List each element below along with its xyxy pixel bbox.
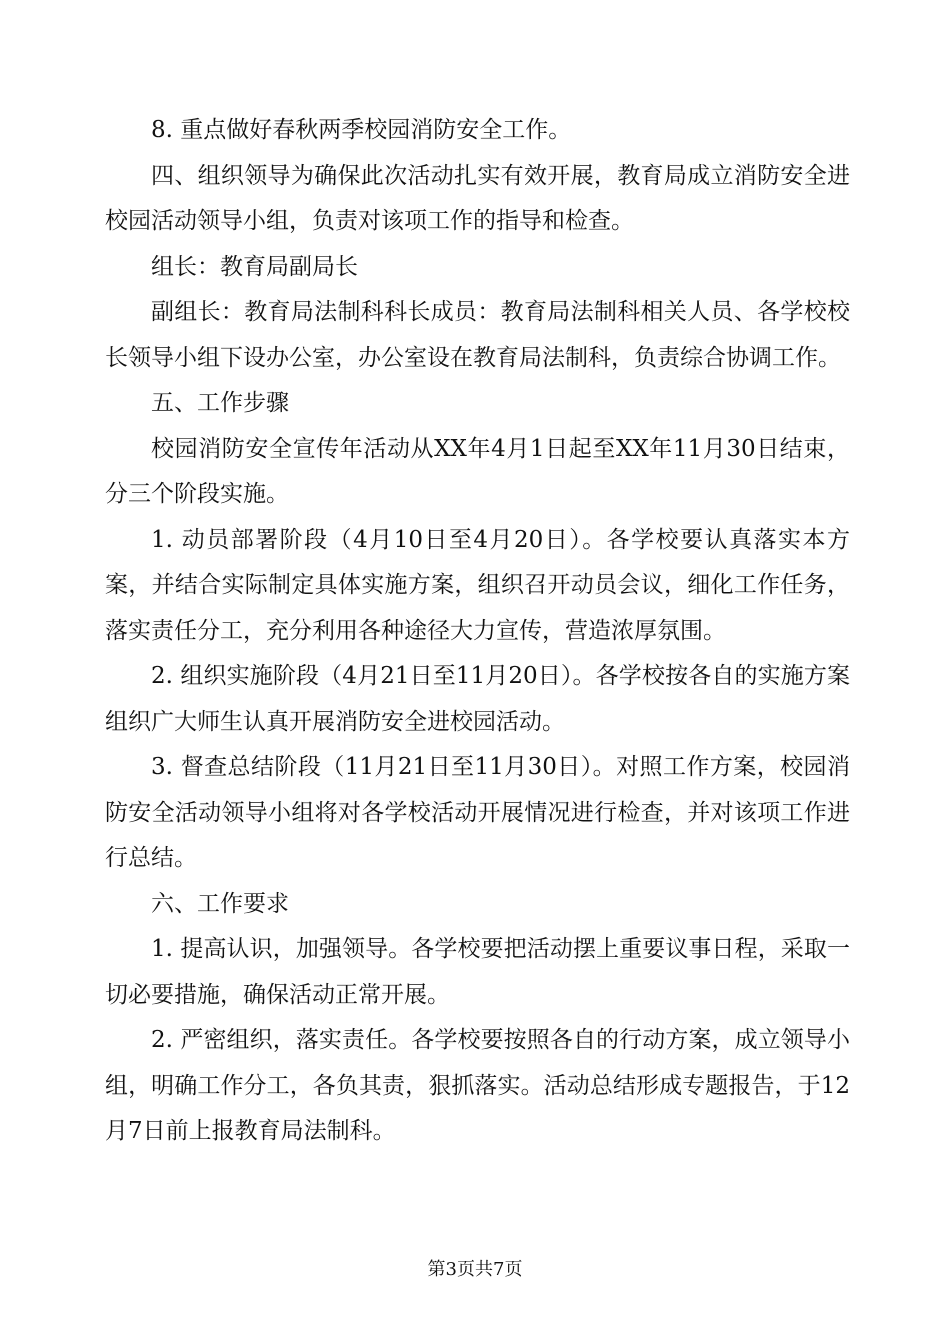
paragraph: 8. 重点做好春秋两季校园消防安全工作。 [151,117,572,143]
list-item: 3. 督查总结阶段（11月21日至11月30日）。对照工作方案，校园消防安全活动领导小组将对各学校活动开展情况进行检查，并对该项工作进行总结。 [105,754,850,871]
paragraph: 校园消防安全宣传年活动从XX年4月1日起至XX年11月30日结束，分三个阶段实施。 [105,435,850,507]
list-item: 1. 提高认识，加强领导。各学校要把活动摆上重要议事日程，采取一切必要措施，确保活动正常开展。 [105,936,850,1008]
paragraph: 组长：教育局副局长 [151,253,358,280]
page-number: 第3页共7页 [427,1259,523,1280]
list-item: 1. 动员部署阶段（4月10日至4月20日）。各学校要认真落实本方案，并结合实际制定具体实施方案，组织召开动员会议，细化工作任务，落实责任分工，充分利用各种途径大力宣传，营造浓厚氛围。 [105,526,850,644]
paragraph: 四、组织领导为确保此次活动扎实有效开展，教育局成立消防安全进校园活动领导小组，负责对该项工作的指导和检查。 [105,162,850,234]
paragraph: 副组长：教育局法制科科长成员：教育局法制科相关人员、各学校校长领导小组下设办公室，办公室设在教育局法制科，负责综合协调工作。 [105,299,850,371]
section-heading: 六、工作要求 [151,890,289,917]
list-item: 2. 严密组织，落实责任。各学校要按照各自的行动方案，成立领导小组，明确工作分工，各负其责，狠抓落实。活动总结形成专题报告，于12月7日前上报教育局法制科。 [105,1027,850,1144]
document-body [105,108,850,1155]
section-heading: 五、工作步骤 [151,390,289,416]
list-item: 2. 组织实施阶段（4月21日至11月20日）。各学校按各自的实施方案组织广大师生认真开展消防安全进校园活动。 [105,663,850,735]
